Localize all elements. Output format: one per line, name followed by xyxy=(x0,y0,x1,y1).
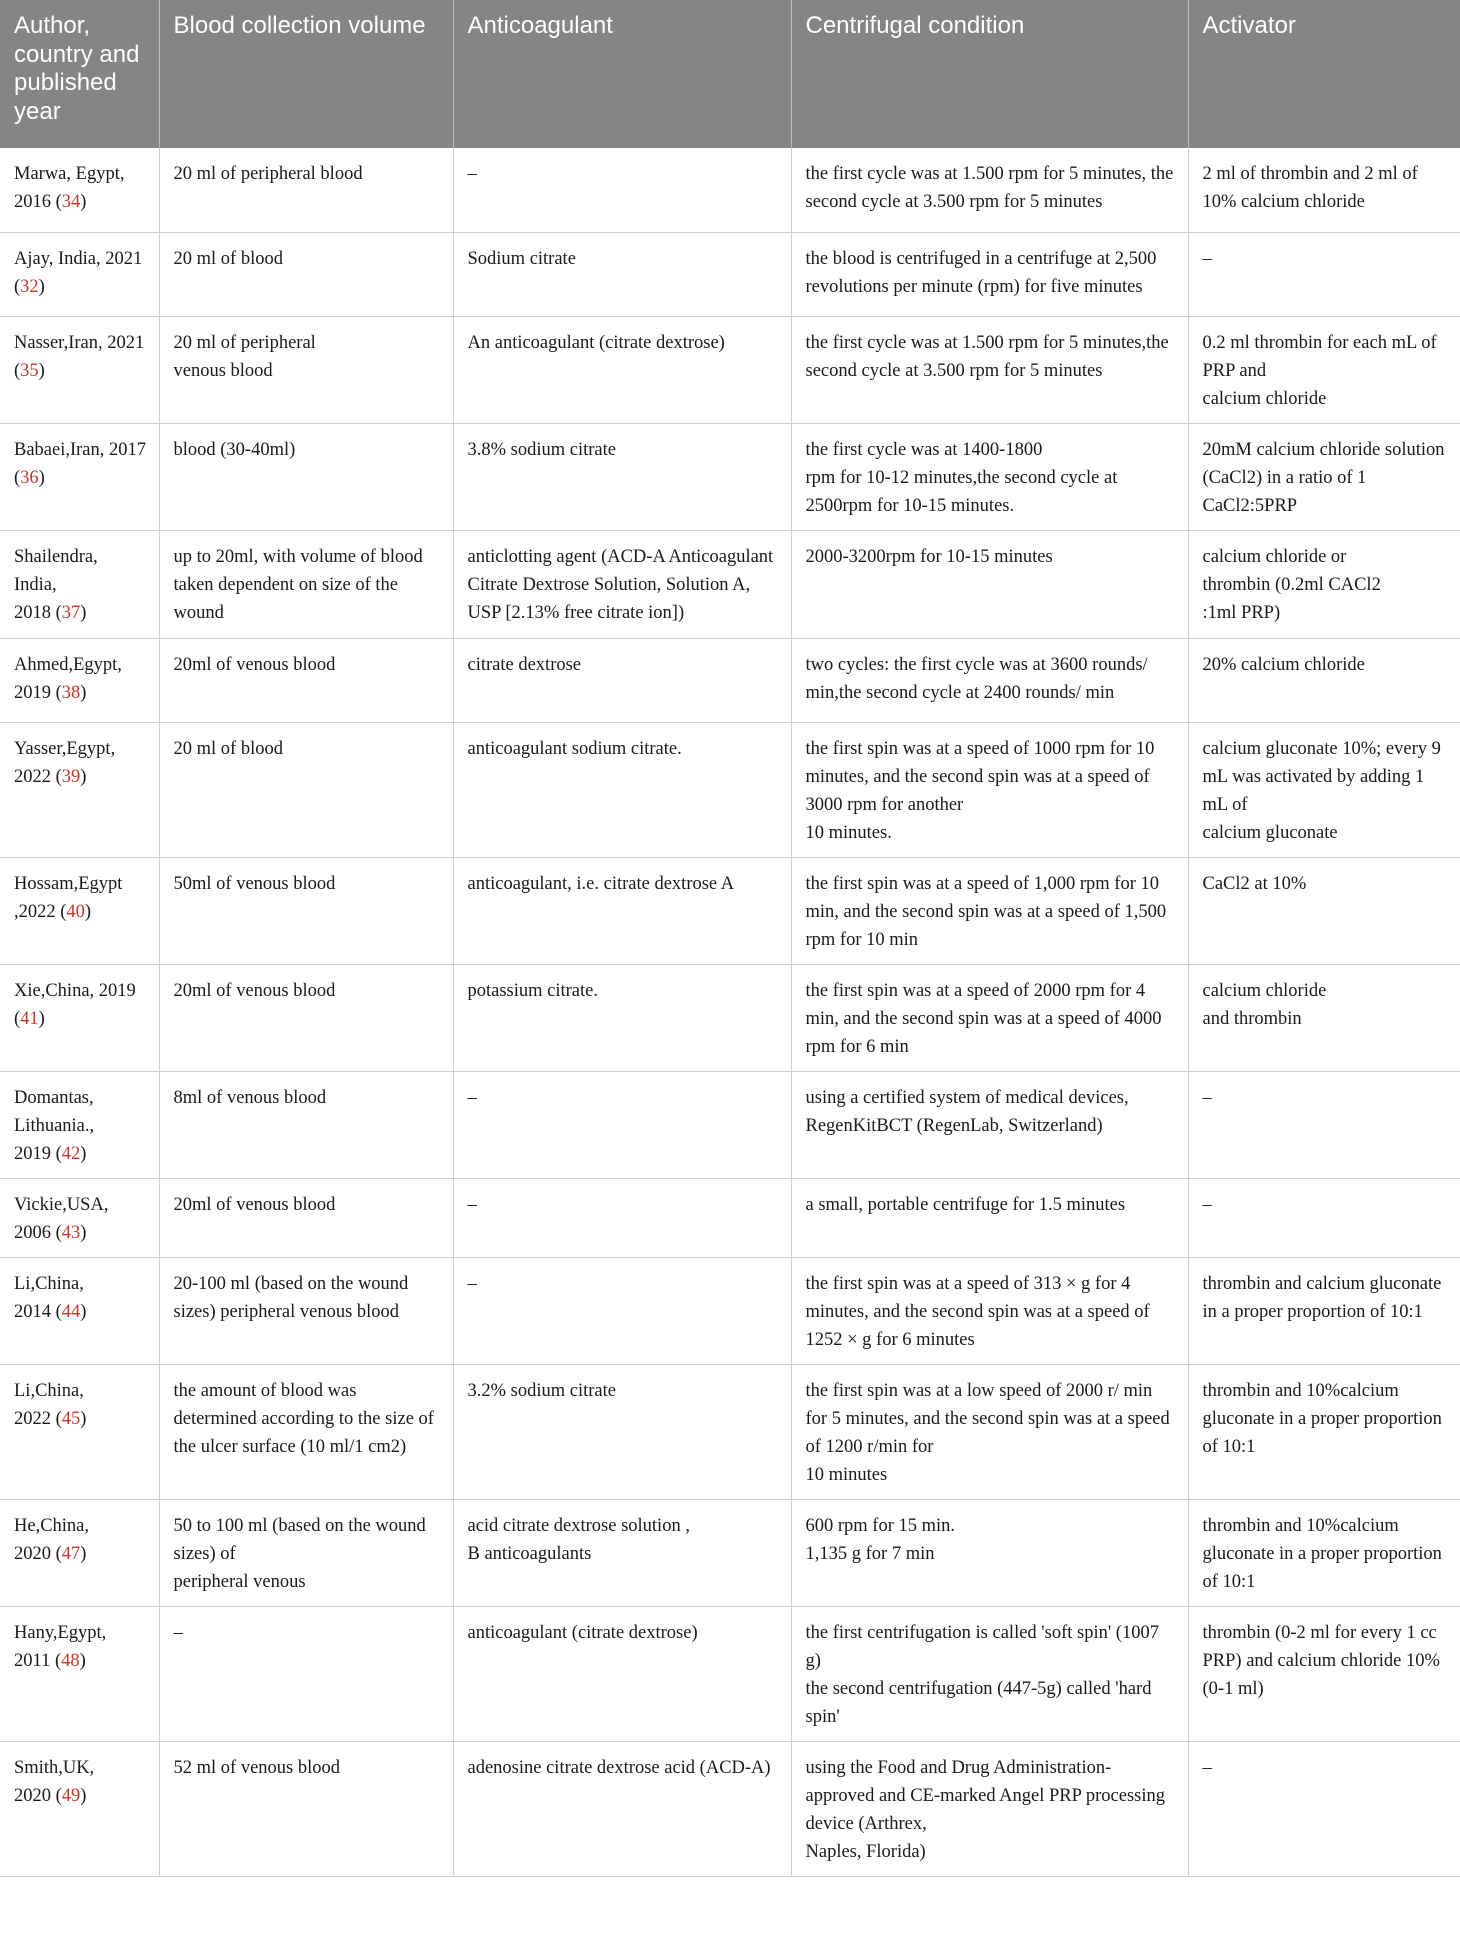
table-row xyxy=(0,722,1460,857)
cell-anticoagulant: – xyxy=(453,1071,791,1178)
cell-centrifugal: the blood is centrifuged in a centrifuge at 2,500 revolutions per minute (rpm) for five minutes xyxy=(791,232,1188,316)
header-activator: Activator xyxy=(1188,0,1460,148)
cell-volume: blood (30-40ml) xyxy=(159,423,453,530)
author-text: Yasser,Egypt, 2022 xyxy=(14,738,116,787)
reference-link[interactable]: 37 xyxy=(61,602,81,623)
cell-author: Li,China, 2014 (44) xyxy=(0,1257,159,1364)
cell-volume: 20ml of venous blood xyxy=(159,638,453,722)
cell-volume: 20ml of venous blood xyxy=(159,964,453,1071)
author-text: Ajay, India, 2021 xyxy=(14,248,143,269)
reference-link[interactable]: 41 xyxy=(20,1008,39,1029)
header-volume: Blood collection volume xyxy=(159,0,453,148)
author-text: Nasser,Iran, 2021 xyxy=(14,332,145,353)
cell-centrifugal: the first spin was at a speed of 1000 rpm for 10 minutes, and the second spin was at a speed of 3000 rpm for another 10 minutes. xyxy=(791,722,1188,857)
author-text: Babaei,Iran, 2017 xyxy=(14,439,147,460)
author-text: Xie,China, 2019 xyxy=(14,980,136,1001)
cell-activator: – xyxy=(1188,1178,1460,1257)
cell-activator: 2 ml of thrombin and 2 ml of 10% calcium chloride xyxy=(1188,148,1460,232)
cell-centrifugal: the first cycle was at 1.500 rpm for 5 minutes, the second cycle at 3.500 rpm for 5 minutes xyxy=(791,148,1188,232)
cell-activator: 20mM calcium chloride solution (CaCl2) in a ratio of 1 CaCl2:5PRP xyxy=(1188,423,1460,530)
reference-link[interactable]: 42 xyxy=(61,1143,81,1164)
cell-centrifugal: the first spin was at a speed of 1,000 rpm for 10 min, and the second spin was at a speed of 1,500 rpm for 10 min xyxy=(791,857,1188,964)
cell-centrifugal: the first cycle was at 1400-1800 rpm for 10-12 minutes,the second cycle at 2500rpm for 10-15 minutes. xyxy=(791,423,1188,530)
cell-volume: 20-100 ml (based on the wound sizes) peripheral venous blood xyxy=(159,1257,453,1364)
table-row xyxy=(0,232,1460,316)
table-row xyxy=(0,148,1460,232)
table-row xyxy=(0,316,1460,423)
cell-author: Hossam,Egypt ,2022 (40) xyxy=(0,857,159,964)
cell-activator: calcium chloride or thrombin (0.2ml CACl2 :1ml PRP) xyxy=(1188,530,1460,638)
cell-author: Marwa, Egypt, 2016 (34) xyxy=(0,148,159,232)
author-text: Domantas, Lithuania., 2019 xyxy=(14,1087,95,1164)
author-text: Vickie,USA, 2006 xyxy=(14,1194,109,1243)
reference-link[interactable]: 40 xyxy=(66,901,85,922)
cell-activator: thrombin (0-2 ml for every 1 cc PRP) and calcium chloride 10% (0-1 ml) xyxy=(1188,1606,1460,1741)
table-header xyxy=(0,0,1460,148)
author-text: Smith,UK, 2020 xyxy=(14,1757,95,1806)
reference-link[interactable]: 36 xyxy=(20,467,39,488)
reference-link[interactable]: 39 xyxy=(61,766,81,787)
cell-activator: CaCl2 at 10% xyxy=(1188,857,1460,964)
reference-link[interactable]: 43 xyxy=(61,1222,81,1243)
table-row xyxy=(0,1257,1460,1364)
header-row xyxy=(0,0,1460,148)
table-row xyxy=(0,1364,1460,1499)
table-row xyxy=(0,1741,1460,1876)
header-anticoagulant: Anticoagulant xyxy=(453,0,791,148)
author-text: Marwa, Egypt, 2016 xyxy=(14,164,125,212)
reference-link[interactable]: 48 xyxy=(61,1650,80,1671)
cell-activator: 0.2 ml thrombin for each mL of PRP and calcium chloride xyxy=(1188,316,1460,423)
cell-volume: 52 ml of venous blood xyxy=(159,1741,453,1876)
table-row xyxy=(0,423,1460,530)
table-row xyxy=(0,1071,1460,1178)
cell-activator: calcium gluconate 10%; every 9 mL was activated by adding 1 mL of calcium gluconate xyxy=(1188,722,1460,857)
table-row xyxy=(0,638,1460,722)
cell-activator: thrombin and 10%calcium gluconate in a proper proportion of 10:1 xyxy=(1188,1364,1460,1499)
author-text: Li,China, 2014 xyxy=(14,1273,84,1322)
cell-centrifugal: a small, portable centrifuge for 1.5 minutes xyxy=(791,1178,1188,1257)
cell-author: Xie,China, 2019 (41) xyxy=(0,964,159,1071)
cell-volume: 50ml of venous blood xyxy=(159,857,453,964)
reference-link[interactable]: 32 xyxy=(20,276,39,297)
cell-volume: 8ml of venous blood xyxy=(159,1071,453,1178)
cell-anticoagulant: Sodium citrate xyxy=(453,232,791,316)
cell-author: Ahmed,Egypt, 2019 (38) xyxy=(0,638,159,722)
cell-centrifugal: the first centrifugation is called 'soft spin' (1007 g) the second centrifugation (447-5g) called 'hard spin' xyxy=(791,1606,1188,1741)
cell-author: Babaei,Iran, 2017 (36) xyxy=(0,423,159,530)
cell-author: Yasser,Egypt, 2022 (39) xyxy=(0,722,159,857)
cell-activator: – xyxy=(1188,232,1460,316)
cell-anticoagulant: acid citrate dextrose solution , B anticoagulants xyxy=(453,1499,791,1606)
cell-author: Nasser,Iran, 2021 (35) xyxy=(0,316,159,423)
cell-centrifugal: using a certified system of medical devices, RegenKitBCT (RegenLab, Switzerland) xyxy=(791,1071,1188,1178)
cell-volume: 20 ml of blood xyxy=(159,722,453,857)
cell-anticoagulant: anticlotting agent (ACD-A Anticoagulant Citrate Dextrose Solution, Solution A, USP [2.13% free citrate ion]) xyxy=(453,530,791,638)
cell-centrifugal: 2000-3200rpm for 10-15 minutes xyxy=(791,530,1188,638)
cell-activator: – xyxy=(1188,1071,1460,1178)
cell-centrifugal: the first spin was at a speed of 313 × g for 4 minutes, and the second spin was at a speed of 1252 × g for 6 minutes xyxy=(791,1257,1188,1364)
cell-volume: up to 20ml, with volume of blood taken dependent on size of the wound xyxy=(159,530,453,638)
author-text: He,China, 2020 xyxy=(14,1515,90,1564)
cell-author: Li,China, 2022 (45) xyxy=(0,1364,159,1499)
cell-anticoagulant: An anticoagulant (citrate dextrose) xyxy=(453,316,791,423)
cell-volume: 20 ml of peripheral blood xyxy=(159,148,453,232)
cell-activator: 20% calcium chloride xyxy=(1188,638,1460,722)
reference-link[interactable]: 35 xyxy=(20,360,39,381)
cell-volume: 50 to 100 ml (based on the wound sizes) of peripheral venous xyxy=(159,1499,453,1606)
cell-anticoagulant: 3.2% sodium citrate xyxy=(453,1364,791,1499)
cell-activator: calcium chloride and thrombin xyxy=(1188,964,1460,1071)
cell-activator: thrombin and calcium gluconate in a proper proportion of 10:1 xyxy=(1188,1257,1460,1364)
author-text: Hossam,Egypt ,2022 xyxy=(14,873,123,922)
author-text: Shailendra, India, 2018 xyxy=(14,546,98,623)
cell-anticoagulant: citrate dextrose xyxy=(453,638,791,722)
cell-author: Hany,Egypt, 2011 (48) xyxy=(0,1606,159,1741)
table-row xyxy=(0,1606,1460,1741)
cell-centrifugal: the first spin was at a low speed of 2000 r/ min for 5 minutes, and the second spin was at a speed of 1200 r/min for 10 minutes xyxy=(791,1364,1188,1499)
cell-centrifugal: the first cycle was at 1.500 rpm for 5 minutes,the second cycle at 3.500 rpm for 5 minutes xyxy=(791,316,1188,423)
cell-author: Domantas, Lithuania., 2019 (42) xyxy=(0,1071,159,1178)
cell-anticoagulant: – xyxy=(453,1257,791,1364)
table-row xyxy=(0,1178,1460,1257)
header-centrifugal: Centrifugal condition xyxy=(791,0,1188,148)
cell-anticoagulant: 3.8% sodium citrate xyxy=(453,423,791,530)
cell-centrifugal: the first spin was at a speed of 2000 rpm for 4 min, and the second spin was at a speed of 4000 rpm for 6 min xyxy=(791,964,1188,1071)
cell-anticoagulant: – xyxy=(453,148,791,232)
table-row xyxy=(0,964,1460,1071)
cell-volume: 20 ml of peripheral venous blood xyxy=(159,316,453,423)
header-author: Author, country and published year xyxy=(0,0,159,148)
cell-volume: the amount of blood was determined according to the size of the ulcer surface (10 ml/1 cm2) xyxy=(159,1364,453,1499)
cell-anticoagulant: anticoagulant, i.e. citrate dextrose A xyxy=(453,857,791,964)
cell-anticoagulant: anticoagulant (citrate dextrose) xyxy=(453,1606,791,1741)
cell-volume: 20 ml of blood xyxy=(159,232,453,316)
reference-link[interactable]: 47 xyxy=(61,1543,81,1564)
cell-centrifugal: 600 rpm for 15 min. 1,135 g for 7 min xyxy=(791,1499,1188,1606)
author-text: Li,China, 2022 xyxy=(14,1380,84,1429)
cell-author: He,China, 2020 (47) xyxy=(0,1499,159,1606)
cell-anticoagulant: potassium citrate. xyxy=(453,964,791,1071)
reference-link[interactable]: 34 xyxy=(61,192,81,212)
reference-link[interactable]: 45 xyxy=(61,1408,81,1429)
author-text: Hany,Egypt, 2011 xyxy=(14,1622,107,1671)
table-row xyxy=(0,530,1460,638)
table-body xyxy=(0,148,1460,1876)
cell-author: Ajay, India, 2021 (32) xyxy=(0,232,159,316)
cell-volume: – xyxy=(159,1606,453,1741)
cell-activator: thrombin and 10%calcium gluconate in a proper proportion of 10:1 xyxy=(1188,1499,1460,1606)
cell-anticoagulant: – xyxy=(453,1178,791,1257)
cell-anticoagulant: anticoagulant sodium citrate. xyxy=(453,722,791,857)
cell-volume: 20ml of venous blood xyxy=(159,1178,453,1257)
cell-author: Shailendra, India, 2018 (37) xyxy=(0,530,159,638)
reference-link[interactable]: 44 xyxy=(61,1301,81,1322)
table-row xyxy=(0,1499,1460,1606)
table-row xyxy=(0,857,1460,964)
author-text: Ahmed,Egypt, 2019 xyxy=(14,654,122,703)
cell-activator: – xyxy=(1188,1741,1460,1876)
cell-centrifugal: using the Food and Drug Administration-approved and CE-marked Angel PRP processing device (Arthrex, Naples, Florida) xyxy=(791,1741,1188,1876)
cell-author: Smith,UK, 2020 (49) xyxy=(0,1741,159,1876)
reference-link[interactable]: 38 xyxy=(61,682,81,703)
cell-anticoagulant: adenosine citrate dextrose acid (ACD-A) xyxy=(453,1741,791,1876)
reference-link[interactable]: 49 xyxy=(61,1785,81,1806)
cell-centrifugal: two cycles: the first cycle was at 3600 rounds/ min,the second cycle at 2400 rounds/ min xyxy=(791,638,1188,722)
cell-author: Vickie,USA, 2006 (43) xyxy=(0,1178,159,1257)
